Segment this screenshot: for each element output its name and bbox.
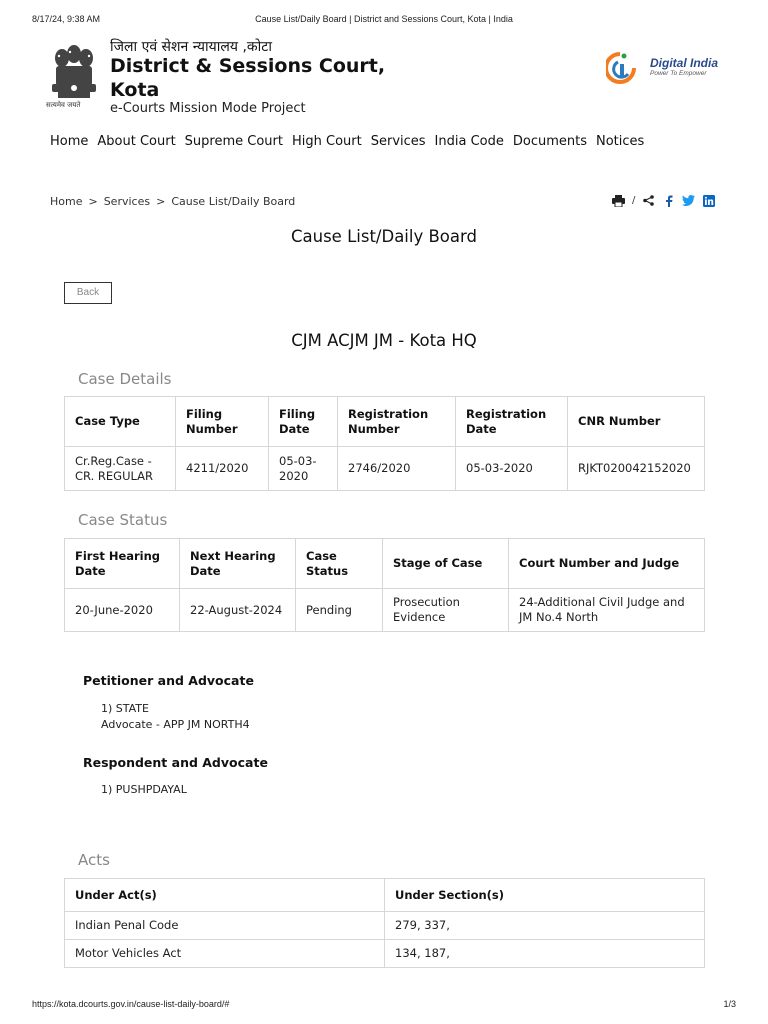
table-cell: 05-03-2020 [269, 447, 338, 491]
column-header: Under Act(s) [65, 879, 385, 912]
table-header-row [65, 539, 705, 589]
digital-india-text: Digital India [650, 56, 719, 70]
back-button[interactable]: Back [64, 282, 112, 304]
print-page-number: 1/3 [723, 999, 736, 1009]
main-nav [50, 134, 644, 149]
nav-item-documents[interactable]: Documents [512, 134, 587, 149]
table-cell: 05-03-2020 [456, 447, 568, 491]
table-cell: 20-June-2020 [65, 589, 180, 632]
breadcrumb-services[interactable]: Services [103, 195, 151, 208]
table-cell: RJKT020042152020 [568, 447, 705, 491]
table-cell: 2746/2020 [338, 447, 456, 491]
nav-item-home[interactable]: Home [50, 134, 89, 149]
table-cell: 22-August-2024 [180, 589, 296, 632]
respondent-title: Respondent and Advocate [83, 755, 268, 770]
print-url: https://kota.dcourts.gov.in/cause-list-daily-board/# [32, 999, 230, 1009]
page-title: Cause List/Daily Board [291, 227, 477, 246]
court-heading: CJM ACJM JM - Kota HQ [291, 331, 477, 350]
column-header: First Hearing Date [65, 539, 180, 589]
nav-item-notices[interactable]: Notices [596, 134, 645, 149]
acts-table [64, 878, 705, 968]
acts-title: Acts [78, 851, 110, 869]
column-header: Case Status [296, 539, 383, 589]
table-row [65, 940, 705, 968]
table-cell: 279, 337, [385, 912, 705, 940]
breadcrumb-separator: > [156, 195, 166, 208]
table-cell: Pending [296, 589, 383, 632]
table-cell: Indian Penal Code [65, 912, 385, 940]
print-footer [32, 999, 736, 1011]
column-header: CNR Number [568, 397, 705, 447]
emblem-caption: सत्यमेव जयते [46, 101, 81, 109]
column-header: Filing Date [269, 397, 338, 447]
column-header: Filing Number [176, 397, 269, 447]
facebook-icon[interactable] [662, 194, 675, 207]
table-row [65, 912, 705, 940]
case-details-title: Case Details [78, 370, 172, 388]
table-header-row [65, 879, 705, 912]
table-header-row [65, 397, 705, 447]
petitioner-title: Petitioner and Advocate [83, 673, 254, 688]
table-row [65, 447, 705, 491]
column-header: Under Section(s) [385, 879, 705, 912]
breadcrumb-current: Cause List/Daily Board [171, 195, 296, 208]
table-cell: Prosecution Evidence [383, 589, 509, 632]
table-cell: Cr.Reg.Case - CR. REGULAR [65, 447, 176, 491]
respondent-name: 1) PUSHPDAYAL [101, 783, 187, 796]
twitter-icon[interactable] [682, 194, 695, 207]
table-cell: Motor Vehicles Act [65, 940, 385, 968]
court-name: District & Sessions Court, Kota [110, 55, 386, 101]
petitioner-advocate: Advocate - APP JM NORTH4 [101, 718, 250, 731]
print-title: Cause List/Daily Board | District and Sessions Court, Kota | India [255, 14, 513, 24]
print-icon[interactable] [612, 194, 625, 207]
table-row [65, 589, 705, 632]
column-header: Stage of Case [383, 539, 509, 589]
table-cell: 4211/2020 [176, 447, 269, 491]
breadcrumb-separator: > [88, 195, 98, 208]
court-name-hindi: जिला एवं सेशन न्यायालय ,कोटा [110, 39, 272, 55]
share-icon[interactable] [642, 194, 655, 207]
court-subtitle: e-Courts Mission Mode Project [110, 101, 306, 116]
column-header: Registration Number [338, 397, 456, 447]
column-header: Case Type [65, 397, 176, 447]
case-status-table [64, 538, 705, 632]
breadcrumb-home[interactable]: Home [50, 195, 83, 208]
nav-item-services[interactable]: Services [370, 134, 426, 149]
digital-india-tagline: Power To Empower [650, 70, 707, 77]
table-cell: 24-Additional Civil Judge and JM No.4 North [509, 589, 705, 632]
share-toolbar [612, 194, 715, 207]
linkedin-icon[interactable] [702, 194, 715, 207]
breadcrumb [50, 195, 295, 208]
nav-item-high-court[interactable]: High Court [291, 134, 362, 149]
nav-item-about-court[interactable]: About Court [97, 134, 176, 149]
column-header: Next Hearing Date [180, 539, 296, 589]
case-status-title: Case Status [78, 511, 168, 529]
print-header [32, 14, 736, 26]
share-separator: / [632, 195, 636, 206]
print-datetime: 8/17/24, 9:38 AM [32, 14, 101, 24]
table-cell: 134, 187, [385, 940, 705, 968]
petitioner-name: 1) STATE [101, 702, 149, 715]
column-header: Court Number and Judge [509, 539, 705, 589]
nav-item-supreme-court[interactable]: Supreme Court [184, 134, 283, 149]
column-header: Registration Date [456, 397, 568, 447]
case-details-table [64, 396, 705, 491]
nav-item-india-code[interactable]: India Code [434, 134, 504, 149]
